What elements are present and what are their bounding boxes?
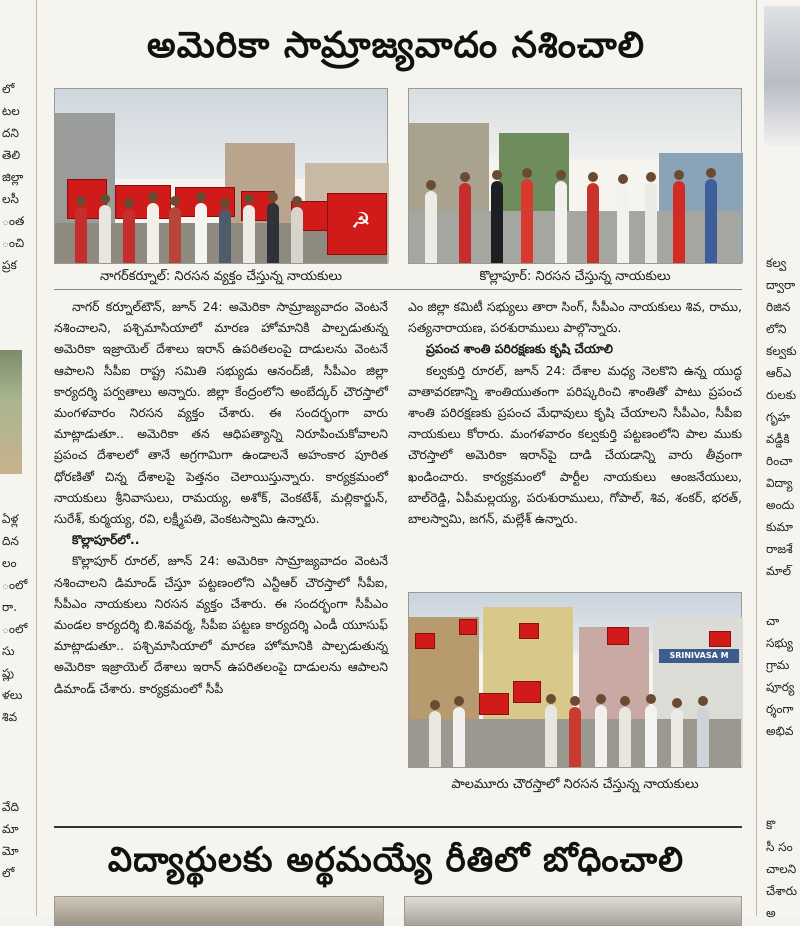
right-neighbor-fragment: గ్రామ <box>766 658 790 672</box>
photo3-caption: పాలమూరు చౌరస్తాలో నిరసన చేస్తున్న నాయకులు <box>451 777 699 792</box>
right-neighbor-fragment: కల్వకు <box>766 344 797 358</box>
right-neighbor-fragment: అందు <box>766 498 795 512</box>
left-neighbor-fragment: లసీ <box>2 192 19 206</box>
left-neighbor-fragment: ప్లు <box>2 666 14 680</box>
col1-subheading: కొల్లాపూర్‌లో.. <box>72 532 140 548</box>
right-neighbor-fragment: సీ సం <box>766 840 793 854</box>
second-article-headline: విద్యార్థులకు అర్థమయ్యే రీతిలో బోధించాలి <box>107 840 685 880</box>
right-neighbor-fragment: కల్వ <box>766 256 787 270</box>
right-neighbor-fragment: చా <box>766 614 780 628</box>
left-neighbor-fragment: లో <box>2 82 15 96</box>
article-headline: అమెరికా సామ్రాజ్యవాదం నశించాలి <box>146 25 646 66</box>
left-neighbor-fragment: దిన <box>2 534 19 548</box>
left-neighbor-fragment: తెలి <box>2 148 21 162</box>
right-neighbor-fragment: లోని <box>766 322 787 336</box>
article-column-2 <box>408 296 742 586</box>
left-neighbor-fragment: సు <box>2 644 15 658</box>
right-neighbor-fragment: రాజశే <box>766 542 793 556</box>
left-neighbor-fragment: రా. <box>2 600 18 614</box>
right-neighbor-fragment: అభివ <box>766 724 794 738</box>
photo-nagarkurnool-protest: ☭ <box>54 88 388 264</box>
right-neighbor-fragment: రిజిన <box>766 300 791 314</box>
column-rule-right <box>756 0 757 916</box>
left-neighbor-fragment: జిల్లా <box>2 170 24 184</box>
right-neighbor-fragment: విద్యా <box>766 476 793 490</box>
shop-sign: SRINIVASA M <box>659 649 739 663</box>
second-article-photo-2 <box>404 896 742 926</box>
right-neighbor-fragment: సభ్యు <box>766 636 793 650</box>
right-neighbor-fragment: మాల్‌ <box>766 564 792 578</box>
right-neighbor-column <box>762 0 800 920</box>
left-neighbor-fragment: లం <box>2 556 17 570</box>
column-rule-left <box>36 0 37 916</box>
left-neighbor-fragment: ంచి <box>2 236 25 250</box>
right-neighbor-fragment: చాలని <box>766 862 797 876</box>
left-neighbor-fragment: ంలో <box>2 578 28 592</box>
col2-subheading: ప్రపంచ శాంతి పరిరక్షణకు కృషి చేయాలి <box>426 341 613 357</box>
col2-paragraph-1: ఎం జిల్లా కమిటీ సభ్యులు తారా సింగ్‌, సీపీఎం నాయకులు శివ, రాము, సత్యనారాయణ, పరశురాములు పాల్గొన్నారు. <box>408 299 742 336</box>
col1-paragraph-2: కొల్లాపూర్‌ రూరల్‌, జూన్‌ 24: అమెరికా సామ్రాజ్యవాదం వెంటనే నశించాలని డిమాండ్‌ చేస్తూ పట్టణంలోని ఎన్టీఆర్‌ చౌరస్తాలో సీపీఐ, సీపీఎం నాయకులు నిరసన వ్యక్తం చేశారు. ఈ సందర్భంగా సీపీఎం మండల కార్యదర్శి బి.శివవర్మ, సీపీఐ పట్టణ కార్యదర్శి ఎండీ యూసుఫ్‌ మాట్లాడుతూ.. పశ్చిమాసియాలో మారణ హోమానికి పాల్పడుతున్న అమెరికా ఇజ్రాయెల్‌ దేశాలు ఇరాన్‌ ఉపరితలంపై దాడులను ఆపాలని డిమాండ్‌ చేశారు. కార్యక్రమంలో సీపీ <box>54 553 388 696</box>
caption-rule <box>54 289 742 290</box>
right-neighbor-fragment: గృహ <box>766 410 791 424</box>
left-neighbor-fragment: ంలో <box>2 622 28 636</box>
right-neighbor-fragment: పూర్య <box>766 680 795 694</box>
article-divider <box>54 826 742 828</box>
right-neighbor-fragment: కుమా <box>766 520 793 534</box>
left-neighbor-fragment: లో <box>2 866 15 880</box>
right-neighbor-fragment: చేశారు <box>766 884 797 898</box>
left-neighbor-fragment: టల <box>2 104 20 118</box>
right-neighbor-fragment: ఆర్‌ఎ <box>766 366 792 380</box>
left-neighbor-fragment: మో <box>2 844 19 858</box>
right-neighbor-fragment: అ <box>766 906 776 920</box>
photo1-caption: నాగర్‌కర్నూల్‌: నిరసన వ్యక్తం చేస్తున్న నాయకులు <box>99 269 343 284</box>
right-neighbor-fragment: రించా <box>766 454 793 468</box>
right-neighbor-fragment: వడ్డీకి <box>766 432 790 446</box>
left-neighbor-fragment: ంత <box>2 214 25 228</box>
photo-kollapur-protest <box>408 88 742 264</box>
left-neighbor-fragment: ఏళ్ల <box>2 512 19 526</box>
left-neighbor-fragment: మా <box>2 822 19 836</box>
right-neighbor-fragment: కొ <box>766 818 776 832</box>
left-neighbor-fragment: శివ <box>2 710 18 724</box>
left-neighbor-column <box>0 0 28 916</box>
left-neighbor-fragment: దని <box>2 126 19 140</box>
col2-paragraph-2: కల్వకుర్తి రూరల్‌, జూన్‌ 24: దేశాల మధ్య నెలకొని ఉన్న యుద్ధ వాతావరణాన్ని శాంతియుతంగా పరిష్కరించి శాంతితో పాటు ప్రపంచ శాంతి పరిరక్షణకు ప్రపంచ మేధావులు కృషి చేయాలని సీపీఎం, సీపీఐ నాయకులు కోరారు. మంగళవారం కల్వకుర్తి పట్టణంలోని పాల ముకు చౌరస్తాలో అమెరికా ఇరాన్‌పై దాడి చేయడాన్ని వారు తీవ్రంగా ఖండించారు. కార్యక్రమంలో పార్టీల నాయకులు ఆంజనేయులు, బాల్‌రెడ్డి, ఏపీమల్లయ్య, పరుశురాములు, గోపాల్‌, శివ, శంకర్‌, భరత్‌, బాలస్వామి, జగన్‌, మల్లేశ్‌ ఉన్నారు. <box>408 362 742 527</box>
right-neighbor-fragment: రులకు <box>766 388 797 402</box>
left-neighbor-fragment: వేది <box>2 800 20 814</box>
photo-palamuru-protest <box>408 592 742 768</box>
right-neighbor-fragment: ర్శంగా <box>766 702 794 716</box>
article-column-1 <box>54 296 388 816</box>
right-neighbor-photo <box>764 6 800 146</box>
left-neighbor-photo <box>0 350 22 474</box>
left-neighbor-fragment: ళలు <box>2 688 23 702</box>
right-neighbor-fragment: ద్వారా <box>766 278 796 292</box>
second-article-photo-1 <box>54 896 384 926</box>
photo2-caption: కొల్లాపూర్‌: నిరసన చేస్తున్న నాయకులు <box>479 269 671 284</box>
left-neighbor-fragment: ప్రక <box>2 258 17 272</box>
col1-paragraph-1: నాగర్‌ కర్నూల్‌టౌన్‌, జూన్‌ 24: అమెరికా సామ్రాజ్యవాదం వెంటనే నశించాలని, పశ్చిమాసియాలో మారణ హోమానికి పాల్పడుతున్న అమెరికా ఇజ్రాయెల్‌ దేశాలు ఇరాన్‌ ఉపరితలంపై దాడులను వెంటనే ఆపాలని సీపీఐ రాష్ట్ర సమితి సభ్యుడు ఆనంద్‌జీ, సీపీఎం జిల్లా కార్యదర్శి పర్వతాలు అన్నారు. జిల్లా కేంద్రంలోని అంబేద్కర్‌ చౌరస్తాలో మంగళవారం నిరసన వ్యక్తం చేశారు. ఈ సందర్భంగా వారు మాట్లాడుతూ.. అమెరికా తన ఆధిపత్యాన్ని నిరూపించుకోవాలని ప్రపంచ దేశాలలో తానే అగ్రగామిగా ఉండాలనే అహంకార పూరిత ధోరణితో చిన్న దేశాలపై పెత్తనం చెలాయిస్తున్నారు. కార్యక్రమంలో నాయకులు శ్రీనివాసులు, రామయ్య, అశోక్‌, వెంకటేశ్‌, మల్లికార్జున్‌, సురేశ్‌, కుర్మయ్య, రవి, లక్ష్మీపతి, వెంకటస్వామి ఉన్నారు. <box>54 299 388 527</box>
